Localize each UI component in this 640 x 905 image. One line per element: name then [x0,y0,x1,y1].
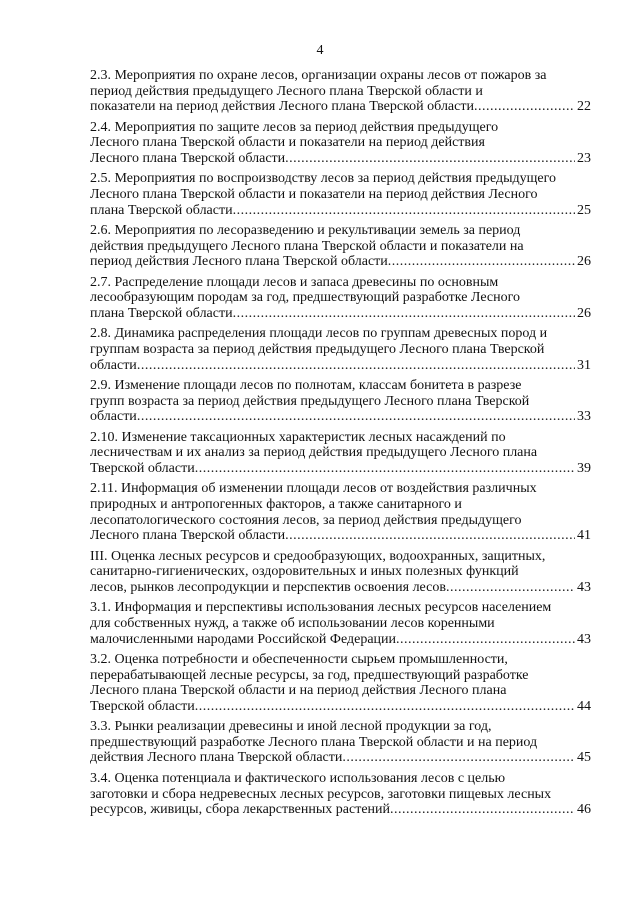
toc-entry-text-line: лесопатологического состояния лесов, за период действия предыдущего [90,512,522,528]
toc-entry[interactable] [90,68,591,115]
dot-leader [446,580,575,596]
toc-entry-last-line [90,151,591,167]
toc-page-number: 46 [577,802,591,818]
toc-entry-text-line: 3.2. Оценка потребности и обеспеченности сырьем промышленности, [90,651,508,667]
toc-page-number: 45 [577,750,591,766]
toc-entry-last-line [90,358,591,374]
toc-entry[interactable] [90,120,591,167]
toc-entry-text-line: перерабатывающей лесные ресурсы, за год, предшествующий разработке [90,667,529,683]
toc-entry-text-line: 3.4. Оценка потенциала и фактического использования лесов с целью [90,770,506,786]
dot-leader [285,151,575,167]
toc-entry-text-line: лесов, рынков лесопродукции и перспектив освоения лесов [90,579,446,595]
dot-leader [137,409,575,425]
toc-entry[interactable] [90,171,591,218]
toc-entry-text-line: ресурсов, живицы, сбора лекарственных растений [90,802,391,818]
toc-entry-text-line: природных и антропогенных факторов, а также санитарного и [90,496,462,512]
toc-entry-text-line: 3.1. Информация и перспективы использования лесных ресурсов населением [90,600,552,616]
dot-leader [285,528,575,544]
toc-page-number: 44 [577,698,591,714]
toc-entry-last-line [90,580,591,596]
toc-entry-text-line: 2.10. Изменение таксационных характеристик лесных насаждений по [90,429,506,445]
toc-entry-last-line [90,699,591,715]
toc-entry-text-line: области [90,409,137,425]
toc-entry-text-line: области [90,357,137,373]
toc-page-number: 26 [577,254,591,270]
dot-leader [342,750,575,766]
toc-entry-text-line: 2.7. Распределение площади лесов и запаса древесины по основным [90,274,499,290]
dot-leader [388,254,575,270]
toc-entry[interactable] [90,549,591,596]
toc-page-number: 41 [577,528,591,544]
toc-entry[interactable] [90,771,591,818]
toc-entry-text-line: период действия предыдущего Лесного плана Тверской области и [90,83,483,99]
toc-entry-last-line [90,99,591,115]
toc-entry[interactable] [90,223,591,270]
toc-entry-text-line: Тверской области [90,698,195,714]
toc-entry[interactable] [90,275,591,322]
dot-leader [195,699,575,715]
toc-entry-text-line: лесообразующим породам за год, предшествующий разработке Лесного [90,290,520,306]
toc-page-number: 39 [577,460,591,476]
toc-entry-text-line: 2.11. Информация об изменении площади лесов от воздействия различных [90,481,537,497]
toc-entry-text-line: 2.5. Мероприятия по воспроизводству лесов за период действия предыдущего [90,171,557,187]
toc-page-number: 22 [577,99,591,115]
toc-entry-last-line [90,461,591,477]
toc-entry-text-line: санитарно-гигиенических, оздоровительных и иных полезных функций [90,564,519,580]
toc-entry-text-line: для собственных нужд, а также об использовании лесов коренными [90,615,495,631]
toc-entry-text-line: показатели на период действия Лесного плана Тверской области [90,99,474,115]
dot-leader [233,306,575,322]
toc-entry-text-line: 2.9. Изменение площади лесов по полнотам, классам бонитета в разрезе [90,378,522,394]
toc-entry-last-line [90,528,591,544]
toc-entry-text-line: 2.6. Мероприятия по лесоразведению и рекультивации земель за период [90,223,521,239]
toc-entry-text-line: Тверской области [90,460,195,476]
toc-entry-text-line: плана Тверской области [90,202,233,218]
toc-entry-last-line [90,409,591,425]
toc-entry-text-line: предшествующий разработке Лесного плана Тверской области и на период [90,734,538,750]
toc-page-number: 43 [577,631,591,647]
table-of-contents [90,68,591,823]
toc-entry-text-line: 3.3. Рынки реализации древесины и иной лесной продукции за год, [90,719,492,735]
toc-entry-text-line: 2.4. Мероприятия по защите лесов за период действия предыдущего [90,119,499,135]
toc-page-number: 43 [577,579,591,595]
toc-entry-text-line: период действия Лесного плана Тверской области [90,254,388,270]
page-number: 4 [316,43,324,58]
dot-leader [137,358,575,374]
toc-entry-last-line [90,254,591,270]
toc-entry[interactable] [90,326,591,373]
toc-entry-text-line: групп возраста за период действия предыдущего Лесного плана Тверской [90,393,530,409]
toc-entry[interactable] [90,378,591,425]
toc-page-number: 26 [577,305,591,321]
toc-entry[interactable] [90,600,591,647]
toc-entry-last-line [90,203,591,219]
toc-entry[interactable] [90,430,591,477]
toc-page-number: 31 [577,357,591,373]
toc-page-number: 23 [577,150,591,166]
dot-leader [233,203,575,219]
toc-entry[interactable] [90,652,591,714]
toc-entry-text-line: действия предыдущего Лесного плана Тверской области и показатели на [90,238,524,254]
toc-entry-text-line: Лесного плана Тверской области [90,528,286,544]
toc-entry-text-line: малочисленными народами Российской Федерации [90,631,397,647]
dot-leader [390,802,575,818]
dot-leader [195,461,575,477]
toc-entry-text-line: Лесного плана Тверской области и показатели на период действия Лесного [90,186,538,202]
toc-page-number: 25 [577,202,591,218]
toc-entry-last-line [90,306,591,322]
toc-entry-text-line: заготовки и сбора недревесных лесных ресурсов, заготовки пищевых лесных [90,786,552,802]
toc-entry-text-line: Лесного плана Тверской области [90,150,286,166]
toc-entry-text-line: Лесного плана Тверской области и показатели на период действия [90,135,485,151]
toc-entry-last-line [90,632,591,648]
dot-leader [474,99,575,115]
toc-entry-text-line: III. Оценка лесных ресурсов и средообразующих, водоохранных, защитных, [90,548,546,564]
toc-entry-text-line: Лесного плана Тверской области и на период действия Лесного плана [90,683,507,699]
toc-entry[interactable] [90,481,591,543]
dot-leader [396,632,575,648]
toc-entry-last-line [90,750,591,766]
toc-entry-text-line: плана Тверской области [90,305,233,321]
toc-entry-text-line: 2.3. Мероприятия по охране лесов, организации охраны лесов от пожаров за [90,68,547,83]
toc-entry-last-line [90,802,591,818]
toc-entry-text-line: группам возраста за период действия предыдущего Лесного плана Тверской [90,341,545,357]
toc-entry[interactable] [90,719,591,766]
toc-entry-text-line: 2.8. Динамика распределения площади лесов по группам древесных пород и [90,326,548,342]
toc-page-number: 33 [577,409,591,425]
toc-entry-text-line: лесничествам и их анализ за период действия предыдущего Лесного плана [90,445,538,461]
toc-entry-text-line: действия Лесного плана Тверской области [90,750,343,766]
